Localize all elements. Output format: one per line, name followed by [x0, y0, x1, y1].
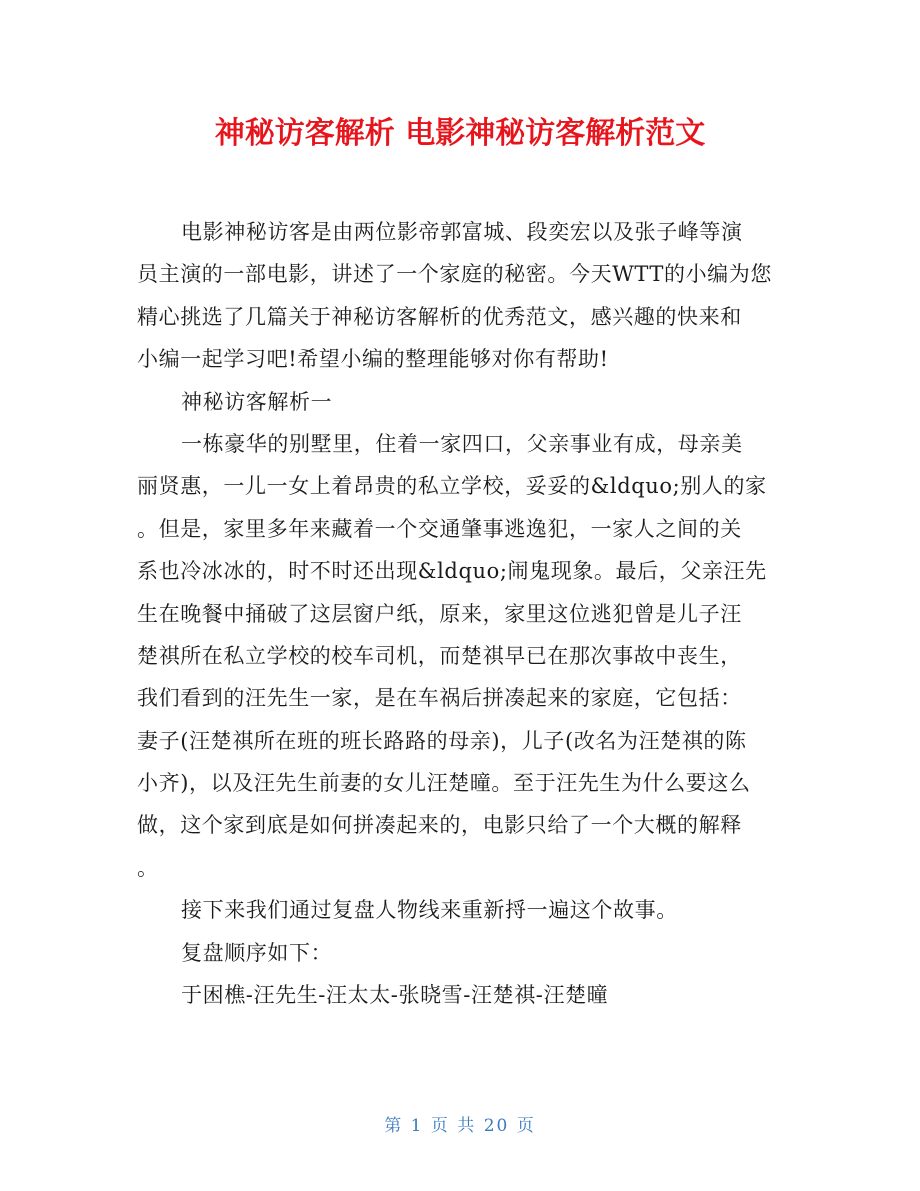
- paragraph-line: 。但是，家里多年来藏着一个交通肇事逃逸犯，一家人之间的关: [137, 516, 742, 541]
- page-footer: 第 1 页 共 20 页: [384, 1116, 536, 1136]
- document-body: [137, 211, 782, 1016]
- paragraph-line: 做，这个家到底是如何拼凑起来的，电影只给了一个大概的解释: [137, 813, 742, 838]
- paragraph-line: 于困樵-汪先生-汪太太-张晓雪-汪楚祺-汪楚曈: [181, 983, 609, 1008]
- paragraph-line: 小齐)，以及汪先生前妻的女儿汪楚曈。至于汪先生为什么要这么: [137, 771, 751, 796]
- paragraph-line: 小编一起学习吧!希望小编的整理能够对你有帮助!: [137, 347, 609, 372]
- document-title: 神秘访客解析 电影神秘访客解析范文: [214, 116, 706, 151]
- paragraph-line: 接下来我们通过复盘人物线来重新捋一遍这个故事。: [181, 898, 678, 923]
- paragraph-line: 系也冷冰冰的，时不时还出现&ldquo;闹鬼现象。最后，父亲汪先: [137, 559, 767, 584]
- paragraph-line: 丽贤惠，一儿一女上着昂贵的私立学校，妥妥的&ldquo;别人的家: [137, 474, 767, 499]
- paragraph-line: 复盘顺序如下：: [181, 940, 333, 965]
- paragraph-line: 楚祺所在私立学校的校车司机，而楚祺早已在那次事故中丧生，: [137, 643, 742, 668]
- paragraph-line: 一栋豪华的别墅里，住着一家四口，父亲事业有成，母亲美: [181, 431, 743, 456]
- paragraph-line: 我们看到的汪先生一家，是在车祸后拼凑起来的家庭，它包括：: [137, 686, 742, 711]
- paragraph-line: 电影神秘访客是由两位影帝郭富城、段奕宏以及张子峰等演: [181, 220, 743, 244]
- paragraph-line: 妻子(汪楚祺所在班的班长路路的母亲)，儿子(改名为汪楚祺的陈: [137, 728, 747, 753]
- paragraph-line: 生在晚餐中捅破了这层窗户纸，原来，家里这位逃犯曾是儿子汪: [137, 601, 742, 626]
- paragraph-line: 精心挑选了几篇关于神秘访客解析的优秀范文，感兴趣的快来和: [137, 304, 742, 329]
- section-heading: 神秘访客解析一: [181, 389, 333, 414]
- paragraph-line: 。: [137, 855, 159, 880]
- paragraph-line: 员主演的一部电影，讲述了一个家庭的秘密。今天WTT的小编为您: [137, 262, 772, 287]
